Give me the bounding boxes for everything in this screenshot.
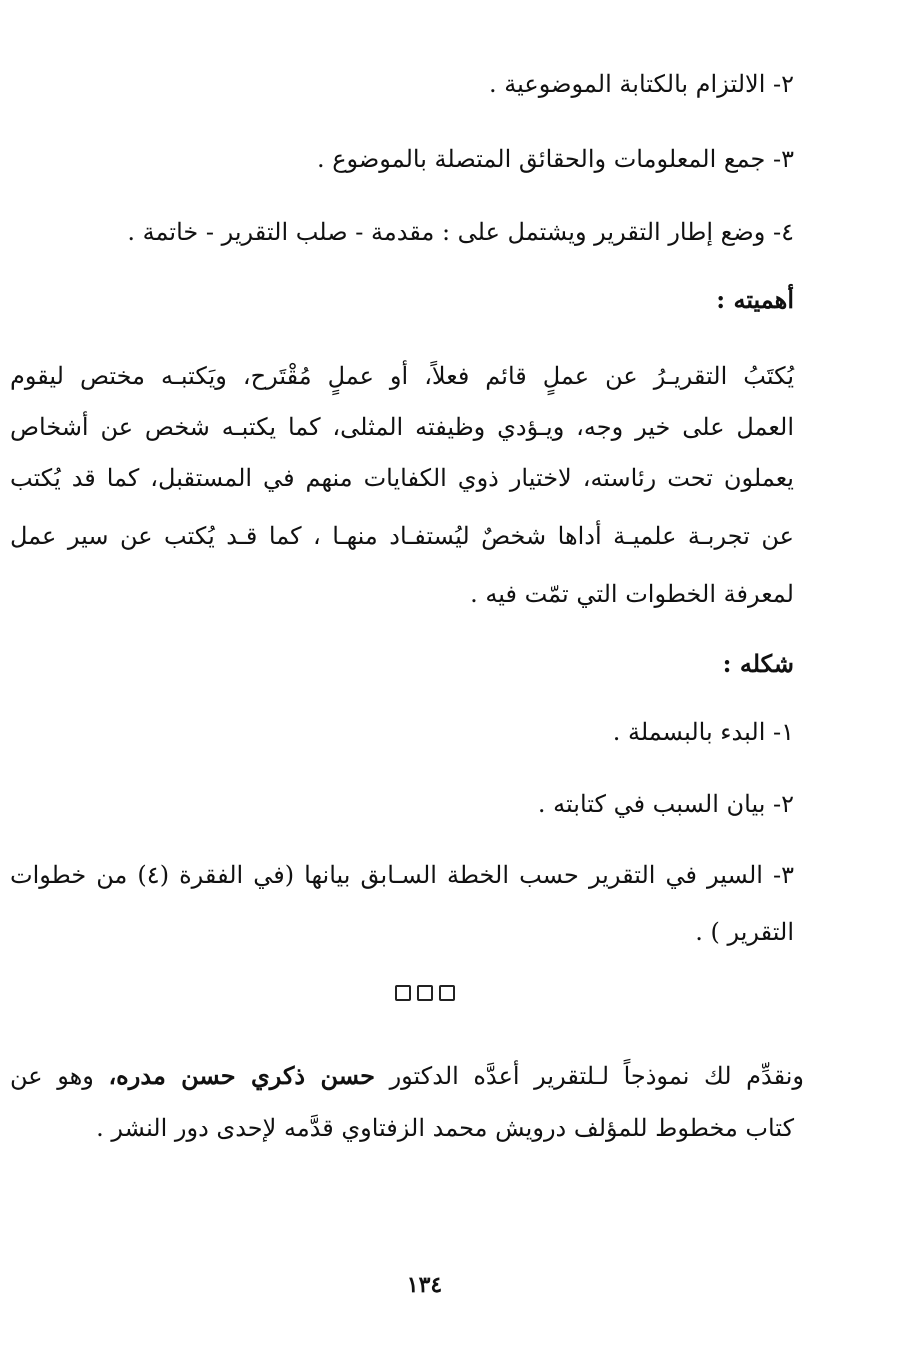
form-item-3-line-2: التقرير ) . [695, 918, 794, 946]
document-page [10, 0, 804, 1366]
separator-square-icon [417, 985, 433, 1001]
form-item-3-line-1: ٣- السير في التقرير حسب الخطة السـابق بيانها (في الفقرة (٤) من خطوات [10, 861, 794, 889]
importance-line-1: يُكتَبُ التقريـرُ عن عملٍ قائم فعلاً، أو عملٍ مُقْتَرح، ويَكتبـه مختص ليقوم [10, 362, 794, 390]
importance-line-5: لمعرفة الخطوات التي تمّت فيه . [470, 580, 794, 608]
form-item-1: ١- البدء بالبسملة . [612, 718, 794, 746]
separator-square-icon [439, 985, 455, 1001]
closing-text-after: وهو عن [10, 1062, 109, 1090]
section-separator [55, 985, 794, 1001]
form-item-2: ٢- بيان السبب في كتابته . [537, 790, 794, 818]
step-2: ٢- الالتزام بالكتابة الموضوعية . [489, 70, 794, 98]
step-3: ٣- جمع المعلومات والحقائق المتصلة بالموضوع . [316, 145, 794, 173]
closing-line-1 [10, 1056, 804, 1096]
page-number: ١٣٤ [406, 1272, 443, 1298]
author-name: حسن ذكري حسن مدره، [108, 1061, 375, 1090]
form-heading: شكله : [722, 649, 794, 678]
importance-line-3: يعملون تحت رئاسته، لاختيار ذوي الكفايات منهم في المستقبل، كما قد يُكتب [10, 464, 794, 492]
importance-line-2: العمل على خير وجه، ويـؤدي وظيفته المثلى، كما يكتبـه شخص عن أشخاص [10, 413, 794, 441]
separator-square-icon [395, 985, 411, 1001]
importance-line-4: عن تجربـة علميـة أداها شخصٌ ليُستفـاد منهـا ، كما قـد يُكتب عن سير عمل [10, 522, 794, 550]
closing-line-2: كتاب مخطوط للمؤلف درويش محمد الزفتاوي قدَّمه لإحدى دور النشر . [96, 1114, 794, 1142]
step-4: ٤- وضع إطار التقرير ويشتمل على : مقدمة - صلب التقرير - خاتمة . [127, 218, 794, 246]
closing-text-before: ونقدِّم لك نموذجاً لـلتقرير أعدَّه الدكتور [374, 1062, 804, 1090]
importance-heading: أهميته : [716, 285, 794, 314]
